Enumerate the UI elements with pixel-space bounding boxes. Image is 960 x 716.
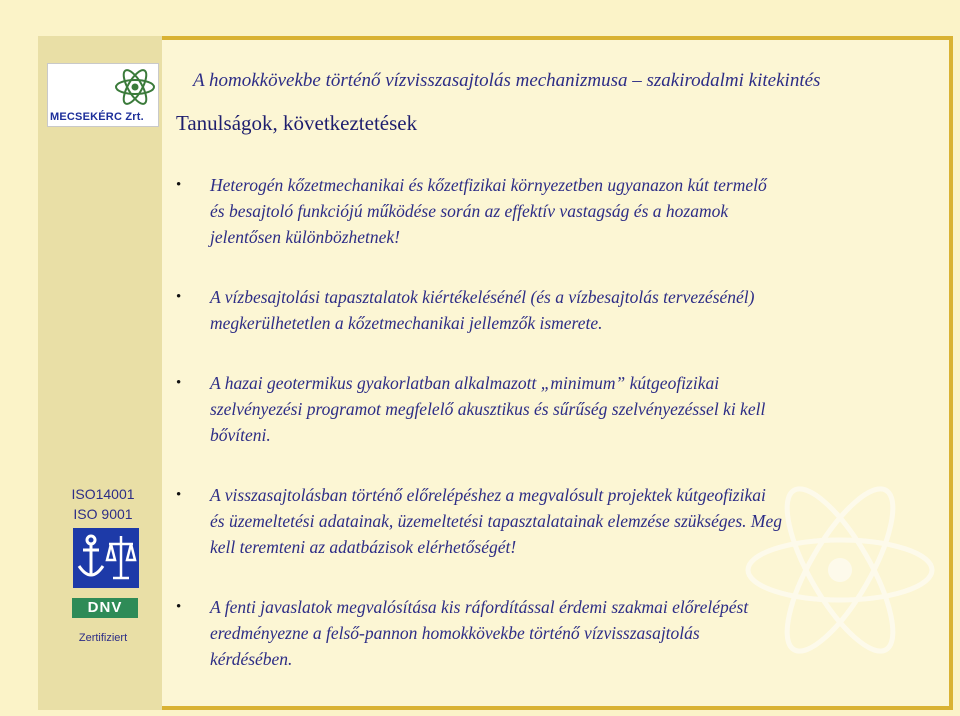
bullet-line: bővíteni. bbox=[210, 425, 271, 445]
certification-badge bbox=[73, 528, 139, 588]
bullet-line: A visszasajtolásban történő előrelépéshez a megvalósult projektek kútgeofizikai bbox=[210, 485, 766, 505]
bullet-line: szelvényezési programot megfelelő akusztikus és sűrűség szelvényezéssel ki kell bbox=[210, 399, 766, 419]
bullet-line: eredményezne a felső-pannon homokkövekbe történő vízvisszasajtolás bbox=[210, 623, 700, 643]
bullet-line: jelentősen különbözhetnek! bbox=[210, 227, 401, 247]
bullet-line: A vízbesajtolási tapasztalatok kiértékelésénél (és a vízbesajtolás tervezésénél) bbox=[210, 287, 755, 307]
iso-14001-label: ISO14001 bbox=[71, 486, 135, 502]
bullet-line: megkerülhetetlen a kőzetmechanikai jellemzők ismerete. bbox=[210, 313, 603, 333]
scales-icon bbox=[107, 536, 135, 578]
company-logo bbox=[47, 63, 159, 127]
bullet-line: és besajtoló funkciójú működése során az effektív vastagság és a hozamok bbox=[210, 201, 729, 221]
bullet-line: kell teremteni az adatbázisok elérhetőségét! bbox=[210, 537, 517, 557]
bullet-dot-icon: • bbox=[176, 599, 182, 615]
logo-text: MECSEKÉRC Zrt. bbox=[50, 111, 144, 123]
bullet-line: és üzemeltetési adatainak, üzemeltetési tapasztalatainak elemzése szükséges. Meg bbox=[210, 511, 783, 531]
atom-icon bbox=[114, 66, 156, 108]
anchor-icon bbox=[79, 536, 103, 576]
page-title: A homokkövekbe történő vízvisszasajtolás mechanizmusa – szakirodalmi kitekintés bbox=[193, 70, 821, 91]
atom-icon bbox=[740, 470, 940, 670]
iso-9001-label: ISO 9001 bbox=[73, 506, 133, 522]
bullet-dot-icon: • bbox=[176, 375, 182, 391]
bullet-line: Heterogén kőzetmechanikai és kőzetfizikai környezetben ugyanazon kút termelő bbox=[210, 175, 767, 195]
section-title: Tanulságok, következtetések bbox=[176, 111, 418, 135]
bullet-dot-icon: • bbox=[176, 177, 182, 193]
zertifiziert-label: Zertifiziert bbox=[78, 632, 128, 644]
bullet-line: kérdésében. bbox=[210, 649, 293, 669]
bullet-line: A fenti javaslatok megvalósítása kis ráfordítással érdemi szakmai előrelépést bbox=[210, 597, 749, 617]
dnv-logo: DNV bbox=[72, 598, 138, 618]
bullet-dot-icon: • bbox=[176, 487, 182, 503]
bullet-line: A hazai geotermikus gyakorlatban alkalmazott „minimum” kútgeofizikai bbox=[210, 373, 720, 393]
bullet-dot-icon: • bbox=[176, 289, 182, 305]
